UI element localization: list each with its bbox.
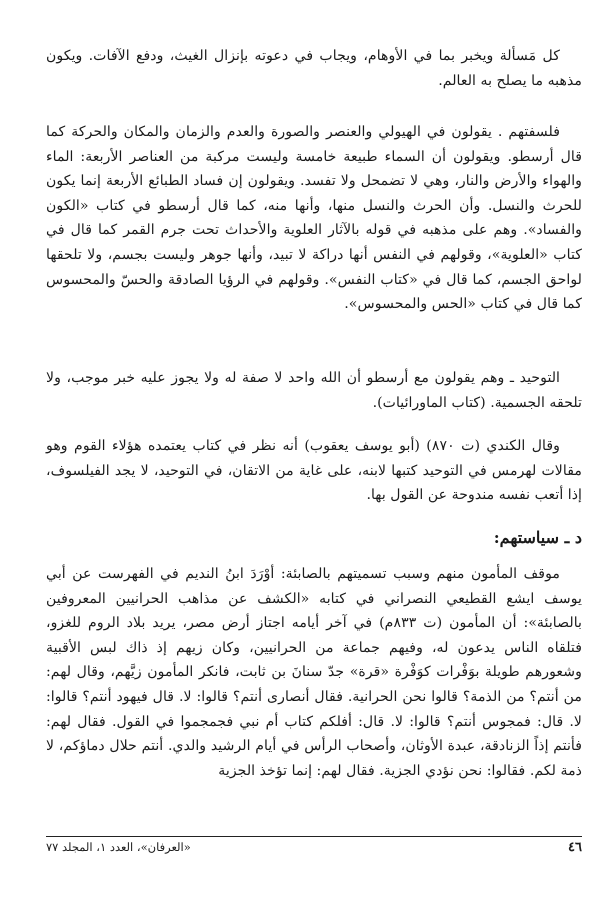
section-heading: د ـ سياستهم: xyxy=(493,528,582,547)
paragraph-monotheism: التوحيد ـ وهم يقولون مع أرسطو أن الله واحد لا صفة له ولا يجوز عليه خبر موجب، ولا تلحقه الجسمية. (كتاب الماورائيات). xyxy=(46,370,582,411)
journal-citation: «العرفان»، العدد ١، المجلد ٧٧ xyxy=(46,840,191,854)
paragraph-philosophy: فلسفتهم . يقولون في الهيولي والعنصر والصورة والعدم والزمان والمكان والحركة كما قال أرسطو. ويقولون أن السماء طبيعة خامسة وليست مركبة من العناصر الأربعة: الماء والهواء والأرض والنار، وهي لا تضمحل ولا تفسد. ويقولون إن فساد الطبائع الأربعة إنما يكون للحرث والنسل. وأن الحرث والنسل منها، وأنها منه، كما قال أرسطو في كتاب «الكون والفساد». وهم على مذهبه في قوله بالآثار العلوية والأحداث تحت جرم القمر كما قال في كتاب «العلوية»، وقولهم في النفس أنها دراكة لا تبيد، وأنها جوهر وليست بجسم، ولا تلحقها لواحق الجسم، كما قال في «كتاب النفس». وقولهم في الرؤيا الصادقة والحسّ والمحسوس كما قال في كتاب «الحس والمحسوس». xyxy=(46,124,582,313)
footer-rule xyxy=(46,836,582,837)
paragraph-mamun: موقف المأمون منهم وسبب تسميتهم بالصابئة: أوْرَدَ ابنُ النديم في الفهرست عن أبي يوسف ايشع القطيعي النصراني في كتابه «الكشف عن مذاهب الحرانيين المعروفين بالصابئة»: أن المأمون (ت ٨٣٣م) في آخر أيامه اجتاز أرض مصر، يريد بلاد الروم للغزو، فتلقاه الناس يدعون له، وفيهم جماعة من الحرانيين، وكان زيهم إذ ذاك لبس الأقبية وشعورهم طويلة بوَفْرات كوَفْرة «قرة» جدّ سنانَ بن ثابت، فانكر المأمون زيَّهم، وقال لهم: من أنتم؟ من الذمة؟ قالوا نحن الحرانية. فقال أنصارى أنتم؟ قالوا: لا. قال فيهود أنتم؟ قالوا: لا. قال: فمجوس أنتم؟ قالوا: لا. قال: أفلكم كتاب أم نبي فجمجموا في القول. فقال لهم: فأنتم إذاً الزنادقة، عبدة الأوثان، وأصحاب الرأس في أيام الرشيد والدي. أنتم حلال دماؤكم، لا ذمة لكم. فقالوا: نحن نؤدي الجزية. فقال لهم: إنما تؤخذ الجزية xyxy=(46,566,582,779)
paragraph-kindi: وقال الكندي (ت ٨٧٠) (أبو يوسف يعقوب) أنه نظر في كتاب يعتمده هؤلاء القوم وهو مقالات لهرمس في التوحيد كتبها لابنه، على غاية من الاتقان، في التوحيد، لا يجد الفيلسوف، إذا أتعب نفسه مندوحة عن القول بها. xyxy=(46,438,582,504)
page-number: ٤٦ xyxy=(568,840,582,855)
page-footer xyxy=(46,840,582,855)
paragraph-intro: كل مَسألة ويخبر بما في الأوهام، ويجاب في دعوته بإنزال الغيث، ودفع الآفات. ويكون مذهبه ما يصلح به العالم. xyxy=(46,48,582,89)
